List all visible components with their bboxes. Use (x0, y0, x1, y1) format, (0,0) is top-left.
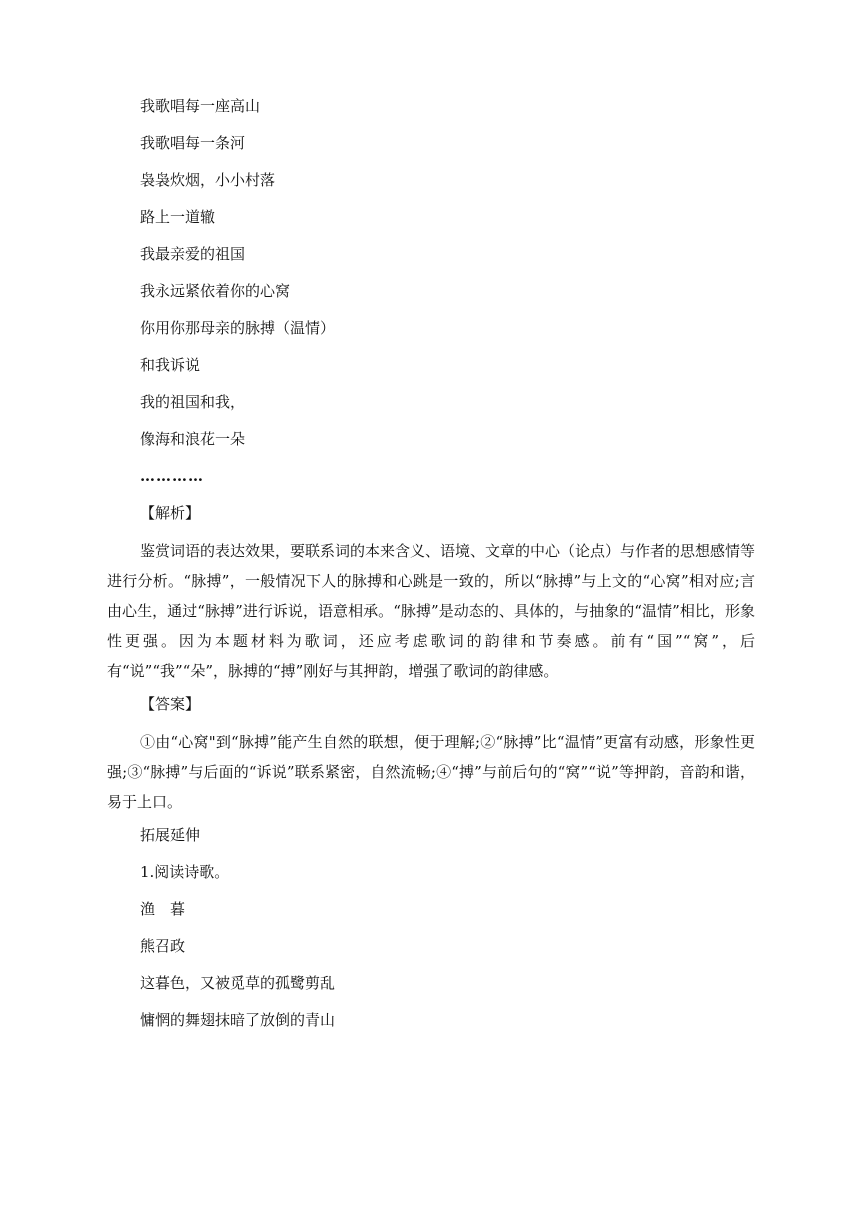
question-label: 1.阅读诗歌。 (140, 863, 230, 881)
answer-heading: 【答案】 (140, 695, 201, 713)
lyric-line: 袅袅炊烟，小小村落 (140, 171, 276, 189)
extension-heading: 拓展延伸 (140, 826, 201, 844)
ellipsis: ………… (140, 467, 204, 485)
lyric-line: 我最亲爱的祖国 (140, 245, 246, 263)
extension-section (107, 817, 757, 1039)
lyric-line: 和我诉说 (140, 356, 201, 374)
lyric-line: 我歌唱每一座高山 (140, 97, 261, 115)
poem-title: 渔 暮 (140, 900, 186, 918)
analysis-section (107, 495, 757, 686)
answer-section (107, 686, 757, 817)
poem-line: 这暮色，又被觅草的孤鹭剪乱 (140, 974, 336, 992)
poem-author: 熊召政 (140, 937, 186, 955)
lyric-line: 我歌唱每一条河 (140, 134, 246, 152)
poem-line: 慵惘的舞翅抹暗了放倒的青山 (140, 1011, 336, 1029)
lyric-line: 路上一道辙 (140, 208, 216, 226)
document-body (107, 88, 757, 1039)
lyric-line: 我的祖国和我， (140, 393, 246, 411)
answer-text: ①由“心窝"到“脉搏”能产生自然的联想，便于理解;②“脉搏”比“温情”更富有动感，形象性更强;③“脉搏”与后面的“诉说”联系紧密，自然流畅;④“搏”与前后句的“窝”“说”等押韵，音韵和谐，易于上口。 (107, 733, 755, 811)
lyric-line: 你用你那母亲的脉搏（温情） (140, 319, 336, 337)
lyric-line: 像海和浪花一朵 (140, 430, 246, 448)
lyric-line: 我永远紧依着你的心窝 (140, 282, 291, 300)
analysis-heading: 【解析】 (140, 504, 201, 522)
analysis-text: 鉴赏词语的表达效果，要联系词的本来含义、语境、文章的中心（论点）与作者的思想感情等进行分析。“脉搏”，一般情况下人的脉搏和心跳是一致的，所以“脉搏”与上文的“心窝”相对应;言由心生，通过“脉搏”进行诉说，语意相承。“脉搏”是动态的、具体的，与抽象的“温情”相比，形象性更强。因为本题材料为歌词，还应考虑歌词的韵律和节奏感。前有“国”“窝”，后有“说”“我”“朵”，脉搏的“搏”刚好与其押韵，增强了歌词的韵律感。 (107, 542, 756, 680)
song-lyrics (107, 88, 757, 495)
